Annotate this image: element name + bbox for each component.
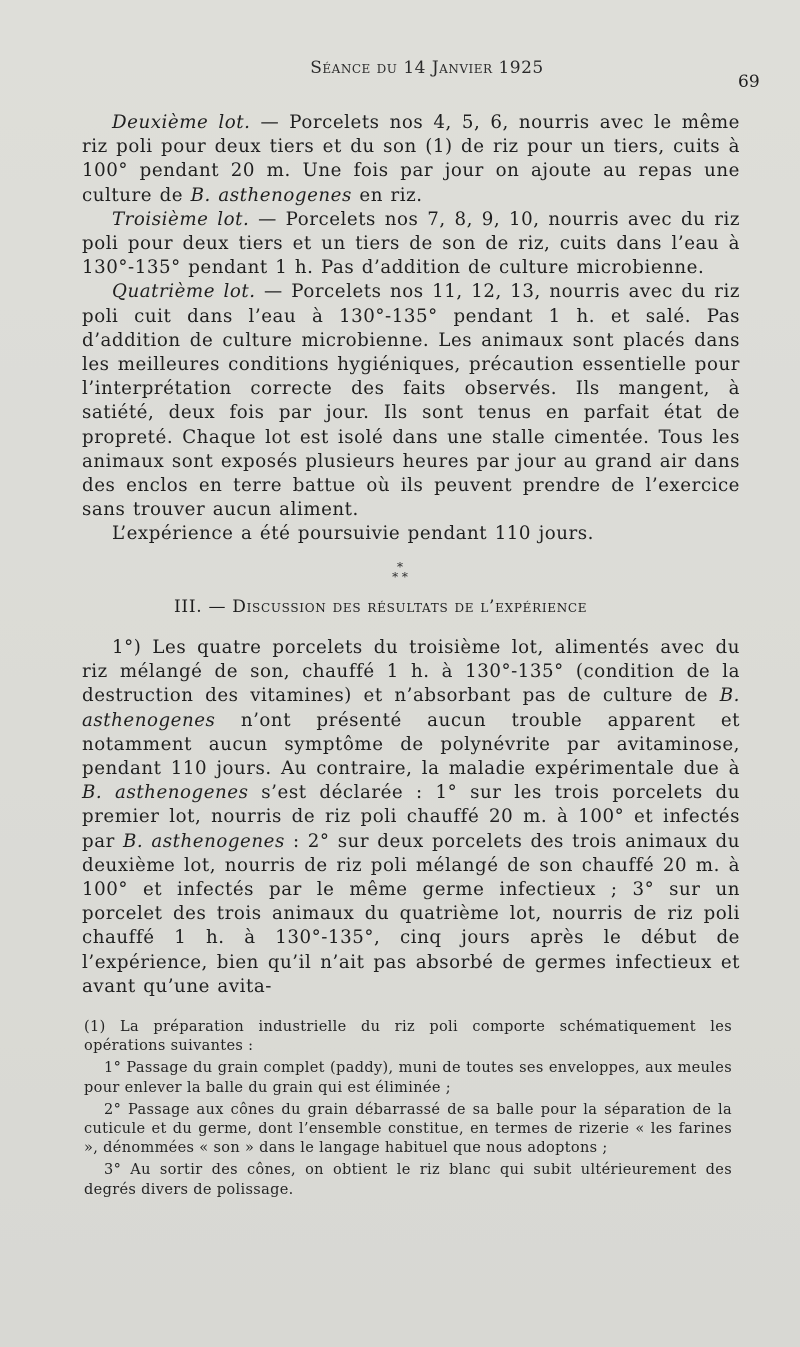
discussion-part-4: : 2° sur deux porcelets des trois animaux du deuxième lot, nourris de riz poli mélangé de son chauffé 20 m. à 100° et infectés par le même germe infectieux ; 3° sur un porcelet des trois animaux du quatrième lot, nourris de riz poli chauffé 1 h. à 130°-135°, cinq jours après le début de l’expérience, bien qu’il n’ait pas absorbé de germes infectieux et avant qu’une avita-: [82, 830, 740, 997]
section-asterism: [0, 562, 800, 582]
footnote-1: (1) La préparation industrielle du riz poli comporte schématiquement les opérations suivantes :: [84, 1019, 732, 1055]
lot-4-paragraph: [82, 280, 740, 522]
lot-2-bacillus: B. asthenogenes: [190, 184, 352, 206]
discussion-bacillus-2: B. asthenogenes: [82, 782, 249, 804]
lot-2-paragraph: [82, 111, 740, 208]
section-heading: [174, 597, 658, 617]
lots-description: [82, 111, 740, 547]
footnotes: [84, 1018, 732, 1203]
discussion-bacillus-3: B. asthenogenes: [122, 830, 285, 852]
asterism-bottom: * *: [392, 570, 408, 584]
discussion-bacillus-1: B. asthenogenes: [82, 685, 740, 731]
footnote-step-1: 1° Passage du grain complet (paddy), muni de toutes ses enveloppes, aux meules pour enlever la balle du grain qui est éliminée ;: [84, 1060, 732, 1096]
section-dash: —: [202, 597, 233, 617]
asterism-top: *: [397, 560, 403, 574]
lot-3-text: — Porcelets nos 7, 8, 9, 10, nourris avec du riz poli pour deux tiers et un tiers de son de riz, cuits dans l’eau à 130°-135° pendant 1 h. Pas d’addition de culture microbienne.: [82, 208, 740, 279]
lot-3-paragraph: [82, 208, 740, 281]
lot-4-title: Quatrième lot.: [112, 281, 256, 303]
lot-2-tail: en riz.: [351, 184, 423, 206]
discussion-part-1: 1°) Les quatre porcelets du troisième lot, alimentés avec du riz mélangé de son, chauffé 1 h. à 130°-135° (condition de la destruction des vitamines) et n’absorbant pas de culture de: [82, 637, 740, 707]
discussion-part-2: n’ont présenté aucun trouble apparent et notamment aucun symptôme de polynévrite par avitaminose, pendant 110 jours. Au contraire, la maladie expérimentale due à: [82, 709, 740, 780]
duration-paragraph: L’expérience a été poursuivie pendant 110 jours.: [112, 523, 594, 545]
page-number: 69: [738, 72, 760, 92]
lot-4-text: — Porcelets nos 11, 12, 13, nourris avec du riz poli cuit dans l’eau à 130°-135° pendant 1 h. et salé. Pas d’addition de culture microbienne. Les animaux sont placés dans les meilleures conditions hygiéniques, précaution essentielle pour l’interprétation correcte des faits observés. Ils mangent, à satiété, deux fois par jour. Ils sont tenus en parfait état de propreté. Chaque lot est isolé dans une stalle cimentée. Tous les animaux sont exposés plusieurs heures par jour au grand air dans des enclos en terre battue où ils peuvent prendre de l’exercice sans trouver aucun aliment.: [82, 281, 740, 521]
lot-2-text: — Porcelets nos 4, 5, 6, nourris avec le même riz poli pour deux tiers et du son (1) de riz pour un tiers, cuits à 100° pendant 20 m. Une fois par jour on ajoute au repas une culture de: [82, 112, 740, 206]
section-numeral: III.: [174, 597, 203, 617]
section-title-text: Discussion des résultats de l’expérience: [232, 597, 588, 617]
discussion-paragraph: [82, 636, 740, 999]
lot-3-title: Troisième lot.: [112, 208, 250, 230]
discussion-part-3: s’est déclarée : 1° sur les trois porcelets du premier lot, nourris de riz poli chauffé 20 m. à 100° et infectés par: [82, 782, 740, 852]
lot-2-title: Deuxième lot.: [112, 112, 251, 133]
footnote-step-2: 2° Passage aux cônes du grain débarrassé de sa balle pour la séparation de la cuticule et du germe, dont l’ensemble constitue, en termes de rizerie « les farines », dénommées « son » dans le langage habituel que nous adoptons ;: [84, 1101, 732, 1157]
footnote-step-3: 3° Au sortir des cônes, on obtient le riz blanc qui subit ultérieurement des degrés divers de polissage.: [84, 1162, 732, 1198]
discussion-body: [82, 636, 740, 999]
running-header: Séance du 14 Janvier 1925: [310, 58, 544, 78]
